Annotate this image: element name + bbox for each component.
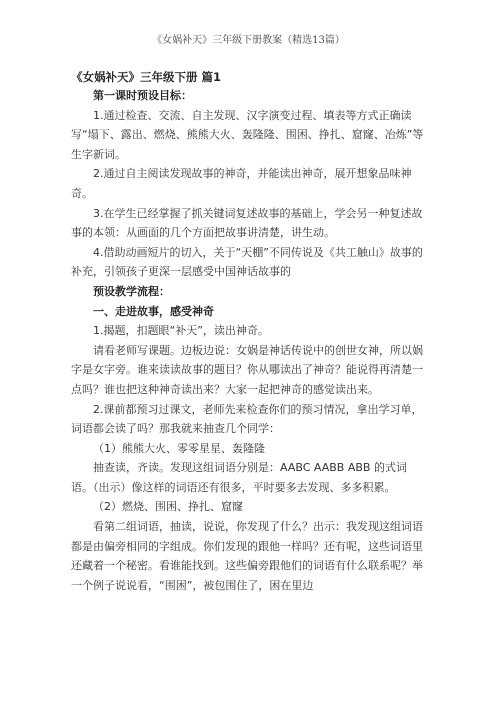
- paragraph: 1.揭题，扣题眼“补天”，读出神奇。: [93, 324, 269, 338]
- document-header: 《女娲补天》三年级下册教案（精选13篇）: [152, 35, 345, 46]
- section-heading: 第一课时预设目标：: [93, 89, 192, 102]
- paragraph: 4.借助动画短片的切入，关于“天棚”不同传说及《共工触山》故事的补充，引领孩子更深一层感受中国神话故事的: [71, 245, 423, 279]
- paragraph: 2.通过自主阅读发现故事的神奇，并能读出神奇，展开想象品味神奇。: [71, 167, 412, 200]
- document-body: [71, 86, 426, 595]
- paragraph: 请看老师写课题。边板边说：女娲是神话传说中的创世女神，所以娲字是女字旁。谁来读读故事的题目？你从哪读出了神奇？能说得再清楚一点吗？谁也把这种神奇读出来？大家一起把神奇的感觉读出来。: [71, 343, 423, 396]
- paragraph: 3.在学生已经掌握了抓关键词复述故事的基础上，学会另一种复述故事的本领：从画面的几个方面把故事讲清楚，讲生动。: [71, 206, 423, 240]
- paragraph: 看第二组词语，抽读，说说，你发现了什么？出示：我发现这组词语都是由偏旁相同的字组成。你们发现的跟他一样吗？还有呢，这些词语里还藏着一个秘密。看谁能找到。这些偏旁跟他们的词语有什么联系呢？举一个例子说说看，“围困”，被包围住了，困在里边: [71, 520, 423, 592]
- paragraph: 抽查读，齐读。发现这组词语分别是：AABC AABB ABB 的式词语。（出示）像这样的词语还有很多，平时要多去发现、多多积累。: [71, 461, 407, 494]
- section-heading: 一、走进故事，感受神奇: [93, 304, 214, 318]
- paragraph: （2）燃烧、围困、挣扎、窟窿: [93, 500, 243, 514]
- paragraph: 1.通过检查、交流、自主发现、汉字演变过程、填表等方式正确读写“塌下、露出、燃烧、熊熊大火、轰隆隆、围困、挣扎、窟窿、冶炼”等生字新词。: [71, 108, 424, 161]
- document-title: 《女娲补天》三年级下册 篇1: [71, 70, 222, 84]
- paragraph: （1）熊熊大火、零零星星、轰隆隆: [93, 441, 265, 455]
- section-heading: 预设教学流程：: [93, 284, 170, 298]
- paragraph: 2.课前都预习过课文，老师先来检查你们的预习情况，拿出学习单，词语都会读了吗？那我就来抽查几个同学：: [71, 402, 423, 436]
